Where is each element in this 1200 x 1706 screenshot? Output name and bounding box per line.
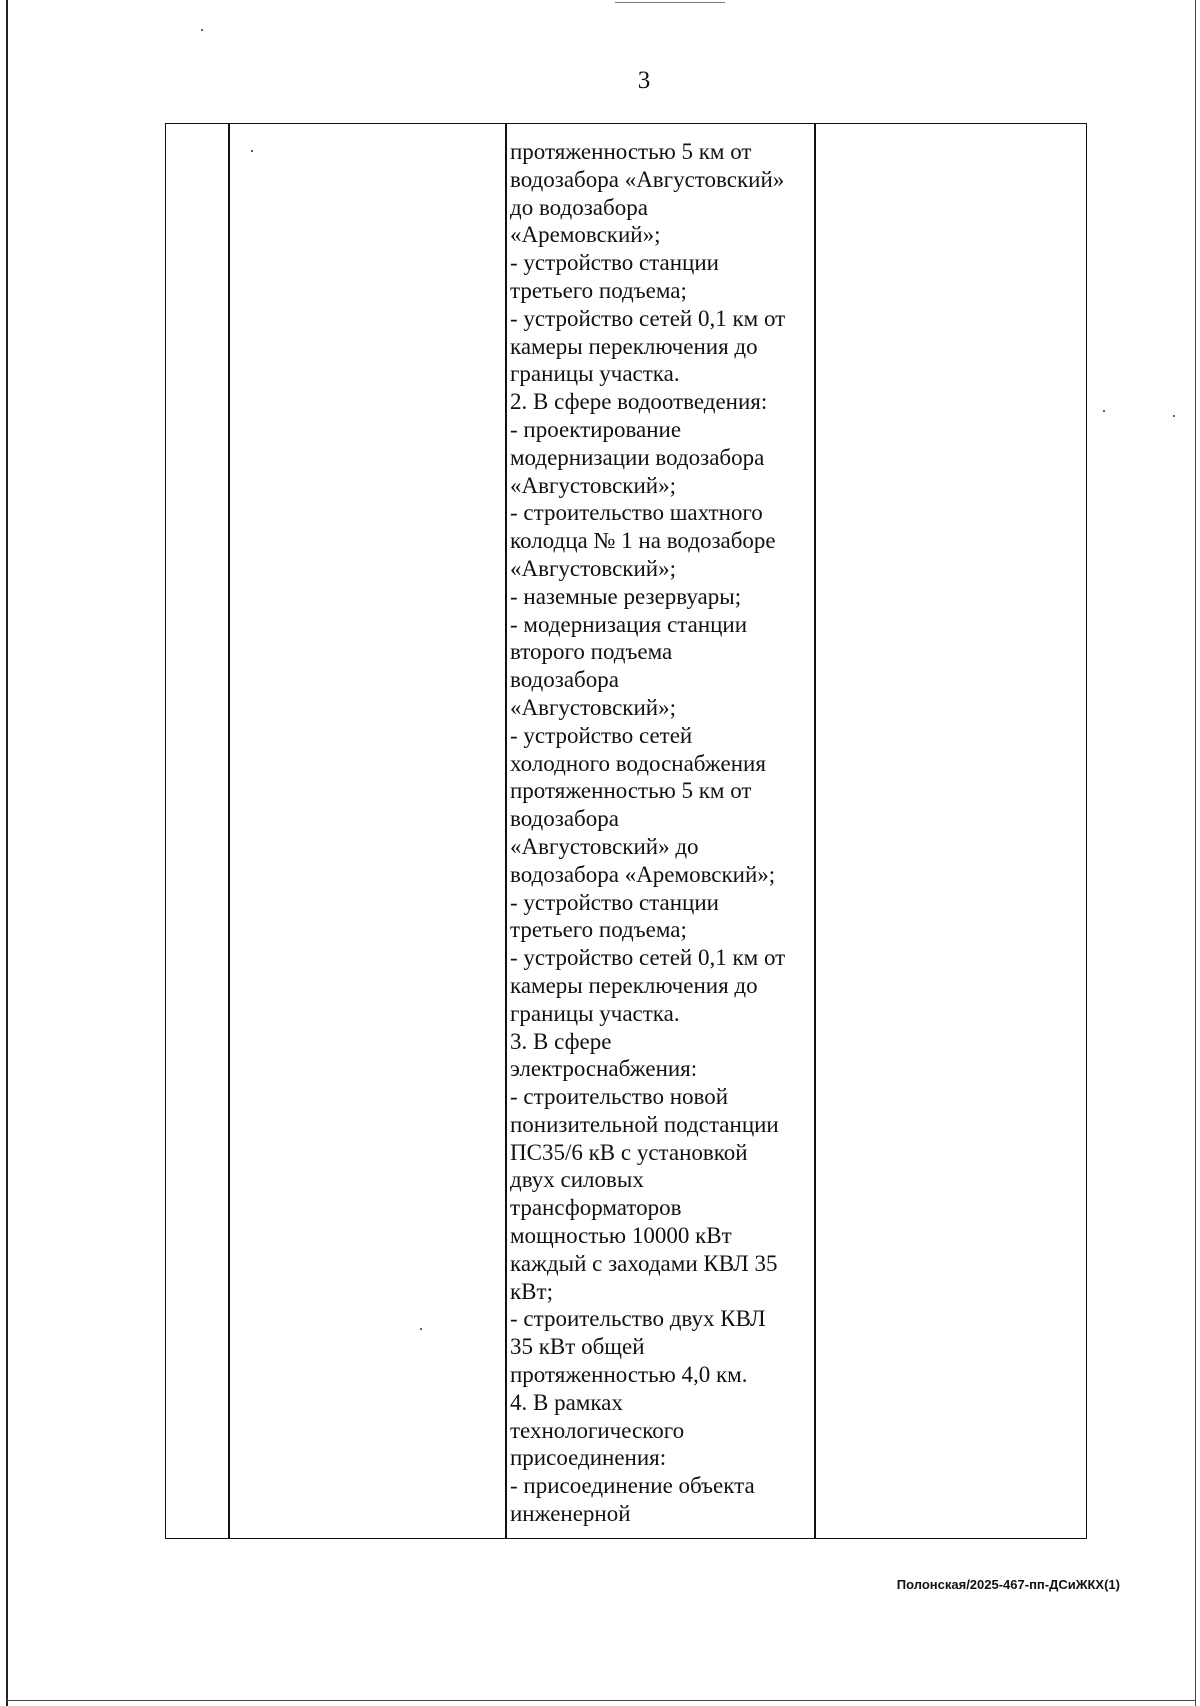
cell-text-line: кВт;	[510, 1278, 553, 1304]
cell-text-line: - проектирование	[510, 416, 682, 442]
cell-text-line: камеры переключения до	[510, 333, 758, 359]
cell-text-line: - устройство сетей 0,1 км от	[510, 945, 786, 971]
cell-text-line: - строительство шахтного	[510, 500, 763, 526]
cell-text-line: 3. В сфере	[510, 1028, 612, 1054]
document-footer-code: Полонская/2025-467-пп-ДСиЖКХ(1)	[896, 1577, 1120, 1592]
cell-text-line: холодного водоснабжения	[510, 750, 766, 776]
cell-text-line: модернизации водозабора	[510, 444, 765, 470]
cell-text-line: третьего подъема;	[510, 277, 687, 303]
cell-text-line: - устройство сетей 0,1 км от	[510, 305, 786, 331]
cell-text-line: «Аремовский»;	[510, 222, 661, 248]
cell-text-line: технологического	[510, 1417, 685, 1443]
cell-text-line: протяженностью 5 км от	[510, 139, 752, 164]
cell-text-line: понизительной подстанции	[510, 1111, 779, 1137]
cell-text-line: - наземные резервуары;	[510, 583, 742, 609]
table-column-divider	[814, 124, 816, 1538]
cell-text-line: «Августовский»;	[510, 472, 676, 498]
cell-text-line: второго подъема	[510, 639, 673, 665]
scan-speck	[201, 29, 203, 31]
cell-text-line: каждый с заходами КВЛ 35	[510, 1250, 778, 1276]
cell-text-line: до водозабора	[510, 194, 648, 220]
scan-border-right	[1195, 0, 1196, 1706]
cell-text-line: водозабора «Августовский»	[510, 166, 785, 192]
cell-text-line: инженерной	[510, 1501, 631, 1527]
table-cell-description	[510, 138, 810, 1528]
cell-text-line: водозабора	[510, 806, 619, 832]
cell-text-line: 2. В сфере водоотведения:	[510, 389, 768, 415]
cell-text-line: «Августовский»;	[510, 555, 676, 581]
cell-text-line: протяженностью 5 км от	[510, 778, 752, 804]
cell-text-line: присоединения:	[510, 1445, 667, 1471]
scan-border-bottom	[6, 1700, 1196, 1701]
cell-text-line: двух силовых	[510, 1167, 644, 1193]
scan-top-mark	[615, 2, 725, 3]
scan-border-left	[6, 0, 8, 1706]
cell-text-line: - строительство двух КВЛ	[510, 1306, 766, 1332]
cell-text-line: - строительство новой	[510, 1084, 729, 1110]
cell-text-line: - устройство станции	[510, 250, 719, 276]
cell-text-line: водозабора	[510, 667, 619, 693]
cell-text-line: - устройство сетей	[510, 722, 693, 748]
cell-text-line: камеры переключения до	[510, 972, 758, 998]
cell-text-line: третьего подъема;	[510, 917, 687, 943]
cell-text-line: 35 кВт общей	[510, 1334, 645, 1360]
cell-text-line: водозабора «Аремовский»;	[510, 861, 776, 887]
cell-text-line: 4. В рамках	[510, 1389, 623, 1415]
cell-text-line: мощностью 10000 кВт	[510, 1223, 732, 1249]
page-number: 3	[637, 67, 651, 94]
cell-text-line: - модернизация станции	[510, 611, 748, 637]
cell-text-line: трансформаторов	[510, 1195, 682, 1221]
cell-text-line: протяженностью 4,0 км.	[510, 1362, 748, 1388]
cell-text-line: - устройство станции	[510, 889, 719, 915]
scan-speck	[1103, 410, 1105, 412]
table-column-divider	[505, 124, 507, 1538]
table-column-divider	[228, 124, 230, 1538]
cell-text-line: «Августовский»;	[510, 694, 676, 720]
cell-text-line: границы участка.	[510, 361, 680, 387]
scan-speck	[1173, 415, 1175, 417]
cell-text-line: колодца № 1 на водозаборе	[510, 528, 776, 554]
cell-text-line: границы участка.	[510, 1000, 680, 1026]
cell-text-line: ПС35/6 кВ с установкой	[510, 1139, 748, 1165]
document-table	[165, 123, 1087, 1539]
cell-text-line: - присоединение объекта	[510, 1473, 755, 1499]
cell-text-line: электроснабжения:	[510, 1056, 698, 1082]
cell-text-line: «Августовский» до	[510, 833, 699, 859]
